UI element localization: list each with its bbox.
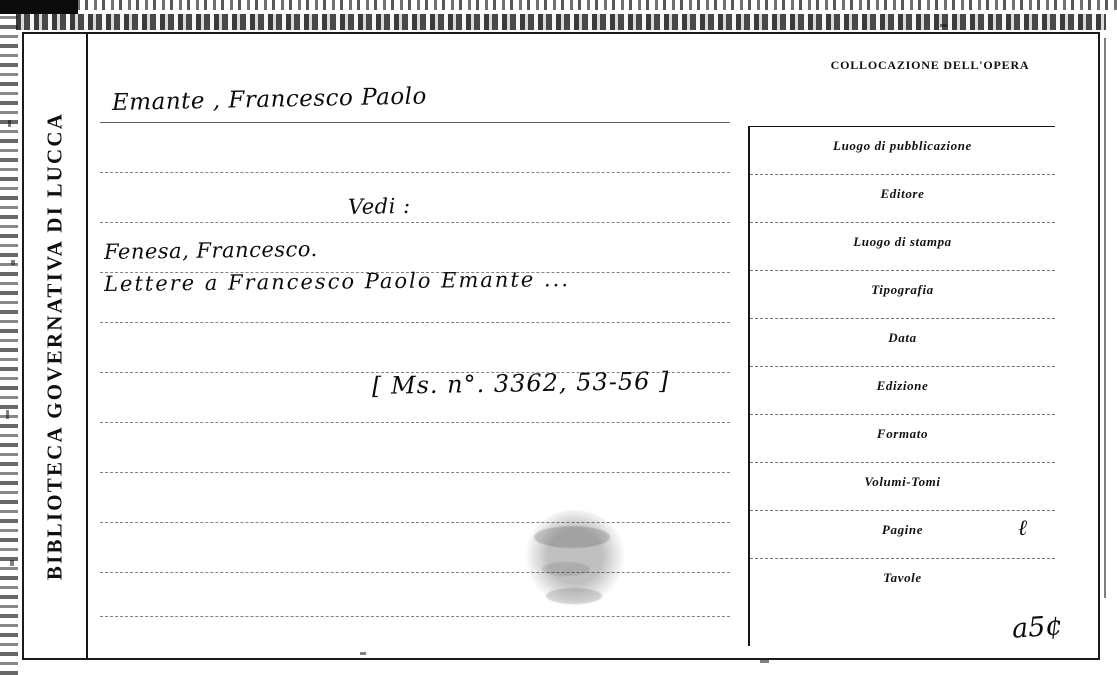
- field-value: ℓ: [1017, 516, 1027, 541]
- handwriting-shelf-note: [ Ms. n°. 3362, 53-56 ]: [371, 366, 670, 400]
- scan-speckle: [760, 660, 769, 663]
- handwriting-see-also-label: Vedi :: [347, 193, 411, 219]
- scan-corner-mark: [0, 0, 78, 14]
- field-row: [750, 463, 1055, 511]
- field-row: [750, 271, 1055, 319]
- field-row: [750, 319, 1055, 367]
- field-row: [750, 415, 1055, 463]
- field-label: Tipografia: [871, 282, 934, 297]
- field-label: Edizione: [876, 378, 929, 393]
- library-spine: [24, 34, 88, 658]
- collocation-field-list: [748, 126, 1055, 646]
- field-label: Editore: [880, 186, 925, 201]
- card-top-border-strip: [16, 14, 1106, 30]
- scan-right-margin: [1104, 38, 1106, 598]
- rule-line: [100, 472, 730, 473]
- field-row: [750, 175, 1055, 223]
- library-name-label: BIBLIOTECA GOVERNATIVA DI LUCCA: [42, 111, 67, 581]
- scan-edge-top: [0, 0, 1117, 10]
- field-label: Tavole: [883, 570, 922, 585]
- collocation-heading: COLLOCAZIONE DELL'OPERA: [830, 58, 1030, 72]
- field-row: [750, 367, 1055, 415]
- field-label: Data: [888, 330, 917, 345]
- field-label: Volumi-Tomi: [864, 474, 941, 489]
- handwriting-reference-name: Fenesa, Francesco.: [103, 237, 318, 264]
- field-row: [750, 511, 1055, 559]
- field-row: [750, 127, 1055, 175]
- rule-line: [100, 522, 730, 523]
- field-row: [750, 559, 1055, 607]
- rule-line: [100, 422, 730, 423]
- handwriting-author: Emante , Francesco Paolo: [111, 83, 428, 116]
- rule-line: [100, 616, 730, 617]
- scan-edge-left: [0, 0, 18, 675]
- field-row: [750, 223, 1055, 271]
- rule-line: [100, 572, 730, 573]
- field-label: Luogo di stampa: [853, 234, 952, 249]
- rule-line: [100, 222, 730, 223]
- rule-line: [100, 122, 730, 123]
- rule-line: [100, 322, 730, 323]
- bottom-shelfmark: a5¢: [1010, 610, 1064, 645]
- field-label: Formato: [876, 426, 929, 441]
- field-label: Luogo di pubblicazione: [833, 138, 972, 153]
- rule-line: [100, 172, 730, 173]
- ink-stamp-smudge: [520, 510, 630, 620]
- field-label: Pagine: [881, 522, 924, 537]
- handwriting-reference-title: Lettere a Francesco Paolo Emante ...: [103, 267, 571, 296]
- ruled-writing-area: [92, 46, 747, 646]
